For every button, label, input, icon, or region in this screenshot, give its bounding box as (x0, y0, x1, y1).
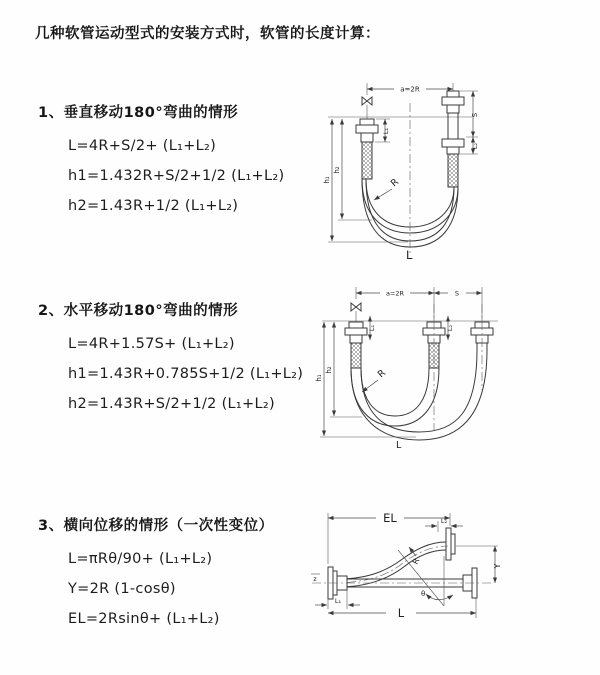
braided-hose-section (448, 154, 458, 187)
section-1 (38, 102, 318, 221)
left-pipe-fitting (345, 322, 367, 368)
section-2-heading: 2、水平移动180°弯曲的情形 (38, 303, 239, 319)
section-3-heading: 3、横向位移的情形（一次性变位） (38, 518, 274, 534)
upper-flange (446, 528, 455, 560)
formula-h1: h1=1.432R+S/2+1/2 (L₁+L₂) (68, 168, 285, 184)
left-pipe-fitting (356, 119, 378, 179)
dim-h2-label: h₂ (333, 166, 341, 174)
dim-el (328, 511, 450, 564)
diagram-1-svg (310, 75, 600, 262)
dim-l2 (446, 316, 454, 340)
section-3 (38, 515, 318, 634)
braided-hose-section (351, 343, 361, 368)
page-title: 几种软管运动型式的安装方式时，软管的长度计算： (35, 26, 380, 42)
length-label: L (396, 440, 402, 451)
section-3-formulas (68, 544, 318, 634)
dim-a-label: a=2R (400, 85, 420, 94)
length-label: L (406, 248, 413, 262)
dim-s-label: S (454, 289, 460, 298)
formula-y: Y=2R (1-cosθ) (68, 581, 176, 597)
length-label: L (397, 606, 405, 620)
right-pipe-fitting (442, 91, 464, 187)
braided-hose-section (362, 142, 372, 179)
dim-s-label: S (471, 112, 479, 118)
radius-label: R (388, 176, 401, 190)
dim-l2-label: L₂ (471, 142, 479, 150)
dim-h1-label: h₁ (323, 176, 331, 184)
valve-icon (362, 97, 372, 119)
dim-l2-label: L₂ (440, 517, 448, 525)
section-2 (38, 300, 318, 419)
dim-h1 (315, 322, 416, 437)
dim-l2 (425, 517, 463, 532)
datum-label: z (313, 575, 317, 583)
diagram-vertical-180-bend (310, 75, 600, 266)
formula-h1: h1=1.43R+0.785S+1/2 (L₁+L₂) (68, 366, 304, 382)
theta-label: θ (421, 590, 426, 598)
dim-l1-label: L₁ (368, 324, 376, 332)
angle-theta (398, 550, 453, 606)
dim-a-2r (356, 287, 482, 321)
formula-length: L=πRθ/90+ (L₁+L₂) (68, 551, 213, 567)
formula-el: EL=2Rsinθ+ (L₁+L₂) (68, 611, 220, 627)
diagram-lateral-displacement (298, 498, 598, 654)
dim-l1-label: L₁ (334, 597, 342, 605)
section-1-heading: 1、垂直移动180°弯曲的情形 (38, 105, 239, 121)
radius-label: R (410, 556, 422, 566)
formula-length: L=4R+1.57S+ (L₁+L₂) (68, 336, 235, 352)
radius-leader (374, 176, 401, 200)
dim-h1-label: h₁ (315, 374, 323, 382)
dim-y-label: Y (493, 563, 502, 569)
formula-h2: h2=1.43R+S/2+1/2 (L₁+L₂) (68, 396, 275, 412)
formula-h2: h2=1.43R+1/2 (L₁+L₂) (68, 198, 239, 214)
datum-mark (311, 574, 320, 583)
hose-s-curve (330, 542, 448, 587)
section-1-formulas (68, 131, 318, 221)
diagram-3-svg (298, 498, 598, 650)
dim-a-2r (367, 83, 453, 95)
dim-l1-label: L₁ (382, 127, 390, 135)
diagram-2-svg (310, 278, 600, 456)
section-2-formulas (68, 329, 318, 419)
hose-u-bend (351, 350, 487, 440)
radius-label: R (375, 367, 388, 381)
radius-leader (362, 367, 388, 392)
dim-l2-label: L₂ (446, 324, 454, 332)
dim-h2-label: h₂ (325, 366, 333, 374)
dim-a-label: a=2R (385, 289, 405, 298)
formula-length: L=4R+S/2+ (L₁+L₂) (68, 138, 217, 154)
dim-l1 (368, 316, 376, 340)
dim-s (434, 290, 482, 298)
dim-length (328, 598, 476, 620)
dim-el-label: EL (383, 511, 397, 525)
diagram-horizontal-180-bend (310, 278, 600, 460)
valve-icon (351, 303, 361, 322)
